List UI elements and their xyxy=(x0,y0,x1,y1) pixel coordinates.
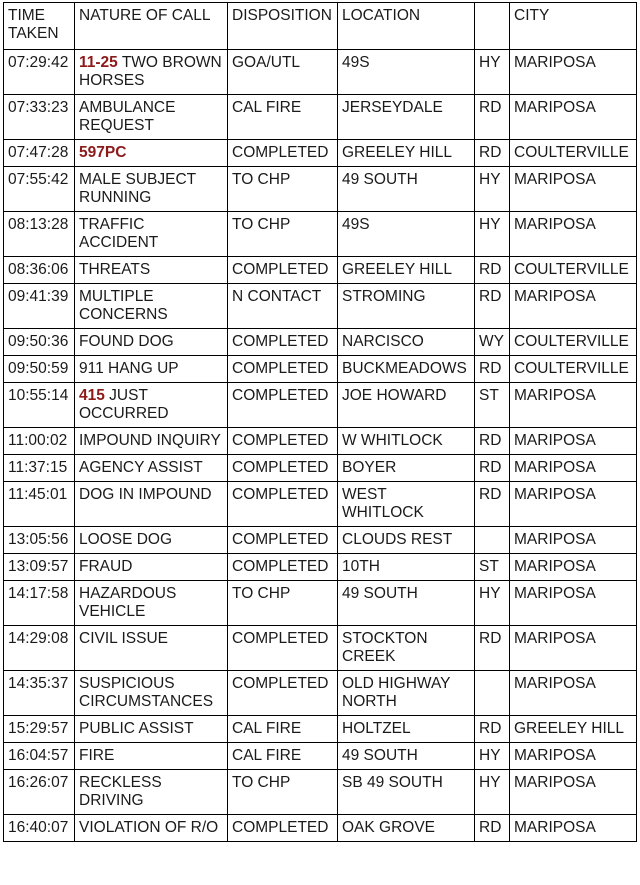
table-row xyxy=(4,329,637,356)
time-taken-cell: 07:47:28 xyxy=(4,140,75,167)
table-row xyxy=(4,527,637,554)
time-taken-cell: 11:37:15 xyxy=(4,455,75,482)
city-cell: MARIPOSA xyxy=(510,626,637,671)
disposition-cell: GOA/UTL xyxy=(228,50,338,95)
city-cell: MARIPOSA xyxy=(510,671,637,716)
disposition-cell: COMPLETED xyxy=(228,671,338,716)
nature-text: CIVIL ISSUE xyxy=(79,630,169,647)
city-cell: GREELEY HILL xyxy=(510,716,637,743)
penal-code: 11-25 xyxy=(79,54,118,71)
time-taken-cell: 10:55:14 xyxy=(4,383,75,428)
header-time-taken: TIME TAKEN xyxy=(4,3,75,50)
table-row xyxy=(4,581,637,626)
table-row xyxy=(4,257,637,284)
location-cell: 49 SOUTH xyxy=(338,743,475,770)
city-cell: MARIPOSA xyxy=(510,554,637,581)
location-cell: BOYER xyxy=(338,455,475,482)
city-cell: COULTERVILLE xyxy=(510,140,637,167)
time-taken-cell: 13:09:57 xyxy=(4,554,75,581)
street-suffix-cell: HY xyxy=(475,50,510,95)
nature-text: FRAUD xyxy=(79,558,133,575)
nature-of-call-cell xyxy=(75,815,228,842)
disposition-cell: TO CHP xyxy=(228,770,338,815)
street-suffix-cell: RD xyxy=(475,428,510,455)
nature-of-call-cell xyxy=(75,212,228,257)
nature-text: THREATS xyxy=(79,261,151,278)
header-street-suffix xyxy=(475,3,510,50)
nature-of-call-cell xyxy=(75,581,228,626)
time-taken-cell: 14:35:37 xyxy=(4,671,75,716)
time-taken-cell: 14:17:58 xyxy=(4,581,75,626)
location-cell: WEST WHITLOCK xyxy=(338,482,475,527)
city-cell: MARIPOSA xyxy=(510,581,637,626)
street-suffix-cell: ST xyxy=(475,554,510,581)
location-cell: STOCKTON CREEK xyxy=(338,626,475,671)
street-suffix-cell: RD xyxy=(475,284,510,329)
nature-of-call-cell xyxy=(75,482,228,527)
table-row xyxy=(4,50,637,95)
nature-of-call-cell xyxy=(75,455,228,482)
location-cell: 49 SOUTH xyxy=(338,581,475,626)
street-suffix-cell xyxy=(475,671,510,716)
location-cell: SB 49 SOUTH xyxy=(338,770,475,815)
disposition-cell: COMPLETED xyxy=(228,815,338,842)
table-row xyxy=(4,554,637,581)
nature-text: LOOSE DOG xyxy=(79,531,173,548)
nature-text: AMBULANCE REQUEST xyxy=(79,99,176,134)
nature-of-call-cell xyxy=(75,428,228,455)
location-cell: NARCISCO xyxy=(338,329,475,356)
location-cell: GREELEY HILL xyxy=(338,257,475,284)
table-row xyxy=(4,743,637,770)
table-row xyxy=(4,140,637,167)
disposition-cell: N CONTACT xyxy=(228,284,338,329)
table-row xyxy=(4,356,637,383)
nature-of-call-cell xyxy=(75,527,228,554)
table-row xyxy=(4,95,637,140)
time-taken-cell: 15:29:57 xyxy=(4,716,75,743)
city-cell: MARIPOSA xyxy=(510,455,637,482)
nature-of-call-cell xyxy=(75,95,228,140)
disposition-cell: COMPLETED xyxy=(228,140,338,167)
penal-code: 597PC xyxy=(79,144,127,161)
street-suffix-cell: RD xyxy=(475,626,510,671)
street-suffix-cell: HY xyxy=(475,770,510,815)
header-location: LOCATION xyxy=(338,3,475,50)
call-log-table xyxy=(3,2,637,842)
location-cell: 49 SOUTH xyxy=(338,167,475,212)
disposition-cell: CAL FIRE xyxy=(228,743,338,770)
city-cell: MARIPOSA xyxy=(510,284,637,329)
city-cell: MARIPOSA xyxy=(510,527,637,554)
table-row xyxy=(4,626,637,671)
city-cell: MARIPOSA xyxy=(510,815,637,842)
table-row xyxy=(4,455,637,482)
time-taken-cell: 09:50:59 xyxy=(4,356,75,383)
street-suffix-cell: WY xyxy=(475,329,510,356)
disposition-cell: CAL FIRE xyxy=(228,95,338,140)
table-row xyxy=(4,671,637,716)
nature-text: DOG IN IMPOUND xyxy=(79,486,212,503)
street-suffix-cell: RD xyxy=(475,140,510,167)
table-row xyxy=(4,383,637,428)
city-cell: COULTERVILLE xyxy=(510,356,637,383)
table-row xyxy=(4,716,637,743)
time-taken-cell: 07:29:42 xyxy=(4,50,75,95)
nature-of-call-cell xyxy=(75,626,228,671)
header-row xyxy=(4,3,637,50)
nature-text: 911 HANG UP xyxy=(79,360,179,377)
city-cell: MARIPOSA xyxy=(510,428,637,455)
nature-text: PUBLIC ASSIST xyxy=(79,720,194,737)
penal-code: 415 xyxy=(79,387,105,404)
disposition-cell: COMPLETED xyxy=(228,626,338,671)
street-suffix-cell: RD xyxy=(475,482,510,527)
nature-text: JUST OCCURRED xyxy=(79,387,169,422)
disposition-cell: TO CHP xyxy=(228,581,338,626)
location-cell: BUCKMEADOWS xyxy=(338,356,475,383)
nature-text: RECKLESS DRIVING xyxy=(79,774,162,809)
street-suffix-cell: ST xyxy=(475,383,510,428)
call-log-body xyxy=(4,50,637,842)
table-row xyxy=(4,482,637,527)
nature-text: FIRE xyxy=(79,747,115,764)
nature-of-call-cell xyxy=(75,743,228,770)
nature-text: VIOLATION OF R/O xyxy=(79,819,219,836)
street-suffix-cell: RD xyxy=(475,455,510,482)
nature-text: IMPOUND INQUIRY xyxy=(79,432,221,449)
nature-text: AGENCY ASSIST xyxy=(79,459,203,476)
street-suffix-cell: RD xyxy=(475,95,510,140)
street-suffix-cell: HY xyxy=(475,581,510,626)
street-suffix-cell: RD xyxy=(475,257,510,284)
city-cell: COULTERVILLE xyxy=(510,329,637,356)
time-taken-cell: 09:50:36 xyxy=(4,329,75,356)
header-disposition: DISPOSITION xyxy=(228,3,338,50)
nature-of-call-cell xyxy=(75,329,228,356)
disposition-cell: COMPLETED xyxy=(228,257,338,284)
location-cell: W WHITLOCK xyxy=(338,428,475,455)
city-cell: MARIPOSA xyxy=(510,167,637,212)
nature-text: FOUND DOG xyxy=(79,333,174,350)
time-taken-cell: 09:41:39 xyxy=(4,284,75,329)
time-taken-cell: 16:04:57 xyxy=(4,743,75,770)
disposition-cell: COMPLETED xyxy=(228,455,338,482)
nature-of-call-cell xyxy=(75,167,228,212)
nature-of-call-cell xyxy=(75,140,228,167)
nature-text: HAZARDOUS VEHICLE xyxy=(79,585,177,620)
city-cell: COULTERVILLE xyxy=(510,257,637,284)
time-taken-cell: 07:55:42 xyxy=(4,167,75,212)
nature-of-call-cell xyxy=(75,770,228,815)
city-cell: MARIPOSA xyxy=(510,212,637,257)
street-suffix-cell xyxy=(475,527,510,554)
time-taken-cell: 13:05:56 xyxy=(4,527,75,554)
header-city: CITY xyxy=(510,3,637,50)
disposition-cell: COMPLETED xyxy=(228,329,338,356)
location-cell: OAK GROVE xyxy=(338,815,475,842)
disposition-cell: COMPLETED xyxy=(228,383,338,428)
nature-of-call-cell xyxy=(75,554,228,581)
table-row xyxy=(4,167,637,212)
disposition-cell: COMPLETED xyxy=(228,527,338,554)
city-cell: MARIPOSA xyxy=(510,770,637,815)
disposition-cell: COMPLETED xyxy=(228,482,338,527)
disposition-cell: COMPLETED xyxy=(228,428,338,455)
table-row xyxy=(4,815,637,842)
nature-text: TRAFFIC ACCIDENT xyxy=(79,216,159,251)
table-row xyxy=(4,428,637,455)
nature-text: MULTIPLE CONCERNS xyxy=(79,288,168,323)
nature-of-call-cell xyxy=(75,671,228,716)
location-cell: 49S xyxy=(338,212,475,257)
disposition-cell: COMPLETED xyxy=(228,554,338,581)
disposition-cell: TO CHP xyxy=(228,212,338,257)
nature-of-call-cell xyxy=(75,716,228,743)
time-taken-cell: 16:40:07 xyxy=(4,815,75,842)
table-row xyxy=(4,212,637,257)
time-taken-cell: 08:13:28 xyxy=(4,212,75,257)
header-nature-of-call: NATURE OF CALL xyxy=(75,3,228,50)
nature-text: TWO BROWN HORSES xyxy=(79,54,222,89)
time-taken-cell: 11:00:02 xyxy=(4,428,75,455)
time-taken-cell: 14:29:08 xyxy=(4,626,75,671)
time-taken-cell: 08:36:06 xyxy=(4,257,75,284)
city-cell: MARIPOSA xyxy=(510,743,637,770)
table-row xyxy=(4,284,637,329)
nature-of-call-cell xyxy=(75,50,228,95)
street-suffix-cell: RD xyxy=(475,716,510,743)
city-cell: MARIPOSA xyxy=(510,95,637,140)
city-cell: MARIPOSA xyxy=(510,50,637,95)
location-cell: STROMING xyxy=(338,284,475,329)
nature-of-call-cell xyxy=(75,257,228,284)
time-taken-cell: 07:33:23 xyxy=(4,95,75,140)
street-suffix-cell: RD xyxy=(475,815,510,842)
location-cell: JERSEYDALE xyxy=(338,95,475,140)
table-row xyxy=(4,770,637,815)
location-cell: 49S xyxy=(338,50,475,95)
street-suffix-cell: HY xyxy=(475,167,510,212)
city-cell: MARIPOSA xyxy=(510,383,637,428)
nature-of-call-cell xyxy=(75,356,228,383)
nature-text: MALE SUBJECT RUNNING xyxy=(79,171,196,206)
city-cell: MARIPOSA xyxy=(510,482,637,527)
nature-text: SUSPICIOUS CIRCUMSTANCES xyxy=(79,675,214,710)
street-suffix-cell: HY xyxy=(475,743,510,770)
time-taken-cell: 16:26:07 xyxy=(4,770,75,815)
location-cell: GREELEY HILL xyxy=(338,140,475,167)
location-cell: HOLTZEL xyxy=(338,716,475,743)
street-suffix-cell: RD xyxy=(475,356,510,383)
nature-of-call-cell xyxy=(75,284,228,329)
nature-of-call-cell xyxy=(75,383,228,428)
location-cell: JOE HOWARD xyxy=(338,383,475,428)
time-taken-cell: 11:45:01 xyxy=(4,482,75,527)
location-cell: 10TH xyxy=(338,554,475,581)
location-cell: CLOUDS REST xyxy=(338,527,475,554)
street-suffix-cell: HY xyxy=(475,212,510,257)
location-cell: OLD HIGHWAY NORTH xyxy=(338,671,475,716)
disposition-cell: TO CHP xyxy=(228,167,338,212)
disposition-cell: COMPLETED xyxy=(228,356,338,383)
disposition-cell: CAL FIRE xyxy=(228,716,338,743)
